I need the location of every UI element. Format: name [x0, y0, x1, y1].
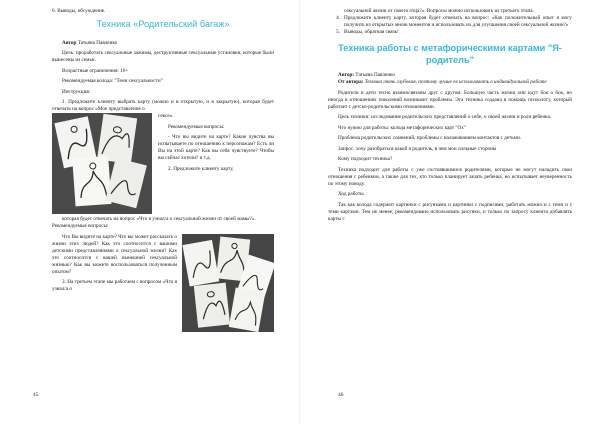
- page-number-right: 46: [338, 392, 344, 398]
- list-item-5-text: Выводы, обратная связь!: [344, 29, 399, 35]
- request-paragraph: Запрос: хочу разобраться какой я родитель, в чем мои сильные стороны: [338, 145, 497, 152]
- step-2-text: 2. Предложите клиенту карту,: [168, 165, 234, 172]
- questions-heading: Рекомендуемые вопросы:: [168, 123, 225, 130]
- instruction-label: Инструкция:: [62, 88, 91, 95]
- right-page-content: [328, 8, 572, 223]
- technique-title-parental-baggage: Техника «Родительский багаж»: [96, 19, 230, 29]
- from-author-label: От автора:: [338, 79, 364, 85]
- materials-paragraph: Что нужно для работы: колода метафорических карт "Ох": [338, 124, 467, 131]
- who-heading: Кому подходит техника?: [338, 156, 393, 162]
- goal-paragraph: Цель: проработать сексуальные зажимы, деструктивные сексуальные установки, которые были вынесены из семьи.: [52, 50, 274, 63]
- author-name: Татьяна Павленко: [355, 72, 395, 78]
- page-number-left: 45: [33, 392, 39, 398]
- problem-paragraph: Проблема родительских сомнений, проблемы с налаживанием контактов с детьми.: [338, 135, 522, 141]
- from-author-line: [328, 79, 572, 86]
- card-spread-photo-2: [182, 234, 274, 332]
- left-page-content: [52, 8, 274, 334]
- photo-section-2: [52, 234, 274, 334]
- list-item-4-text: Предложите клиенту карту, которая будет отвечать на вопрос: «Как положительный опыт я могу получить из открытых мною моментов и использовать их для улучшения своей сексуальной жизни?»: [344, 15, 572, 28]
- author-line: [52, 40, 274, 47]
- photo-section-1: [52, 113, 274, 216]
- questions-2-heading: Рекомендуемые вопросы:: [52, 223, 109, 229]
- step-2-full: которая будет отвечать на вопрос «Что я узнал/а о сексуальной жизни от своей мамы?».: [62, 216, 256, 222]
- author-label: Автор:: [338, 72, 355, 78]
- author-line: [328, 72, 572, 79]
- step-3-text: 3. На третьем этапе мы работаем с вопросом «Что я узнал/а о: [52, 279, 177, 292]
- questions-text: - Что вы видите на карте? Какие чувства вы испытываете по отношению к персонажам? Есть ли Вы на этой карте? Как вы себя чувствуете? Чтобы вы сейчас хотели? и т.д.: [158, 134, 274, 161]
- technique-title-i-parent: Техника работы с метафорическими картами "Я-родитель": [338, 43, 562, 65]
- questions-2-text: Что Вы видите на карте? Что вы может рассказать о жизни этих людей? Как это соотносится с вашими детскими представлениями о сексуальной жизни? Как это соотносится с вашей нынешней сексуальной жизнью? Как вы можете воспользоваться полученным опытом?: [52, 233, 177, 275]
- list-item-5: [328, 29, 572, 36]
- goal-paragraph: Цель техники: исследование родительских представлений о себе, о своей жизни и роли ребенка.: [338, 114, 552, 120]
- step-1-continuation: сексе».: [158, 113, 174, 119]
- from-author-text: Техника очень глубокая, поэтому лучше ее использовать в индивидуальной работе: [364, 79, 547, 85]
- list-item-6: 6. Выводы, обсуждение.: [52, 8, 106, 14]
- author-label: Автор: [62, 39, 77, 46]
- step-1-text: 1. Предложите клиенту выбрать карту (можно и в открытую, и в закрытую), которая будет отвечать на вопрос «Мое представление о: [52, 99, 274, 112]
- age-restriction: Возрастные ограничения: 16+: [62, 67, 129, 74]
- card-spread-photo-1: [52, 113, 152, 214]
- who-paragraph: Техника подходит для работы с уже состоявшимися родителями, которые не могут наладить свои отношения с ребенком, а также для тех, кто только планирует зачать ребенка, но испытывает неуверенность по этому поводу.: [328, 166, 572, 187]
- process-paragraph: Так как колода содержит картинки с рисунками и картинки с подписями, работать можно и с теми и с теми картами. Тем не менее, рекомендовано использовать рисунки, и только по запросу клиента добавлять карты с: [328, 201, 572, 222]
- author-name: Татьяна Павленко: [77, 39, 118, 46]
- process-heading: Ход работы: [338, 191, 364, 197]
- continuation-text: сексуальной жизни от своего отца?». Вопросы можно использовать из третьего этапа.: [344, 8, 534, 14]
- list-item-4-number: 4.: [336, 15, 340, 21]
- right-page: [300, 0, 600, 424]
- list-item-4: [328, 15, 572, 29]
- recommended-deck: Рекомендуемая колода: "Тени сексуальности": [62, 78, 163, 84]
- list-item-5-number: 5.: [336, 29, 340, 35]
- intro-paragraph: Родители и дети тесно взаимосвязаны друг с другом. Большую часть жизни они идут бок о бок, но иногда в отношениях поколений возникают проблемы. Эта техника создана в помощь психологу, который работает с детско-родительскими отношениями.: [328, 89, 572, 110]
